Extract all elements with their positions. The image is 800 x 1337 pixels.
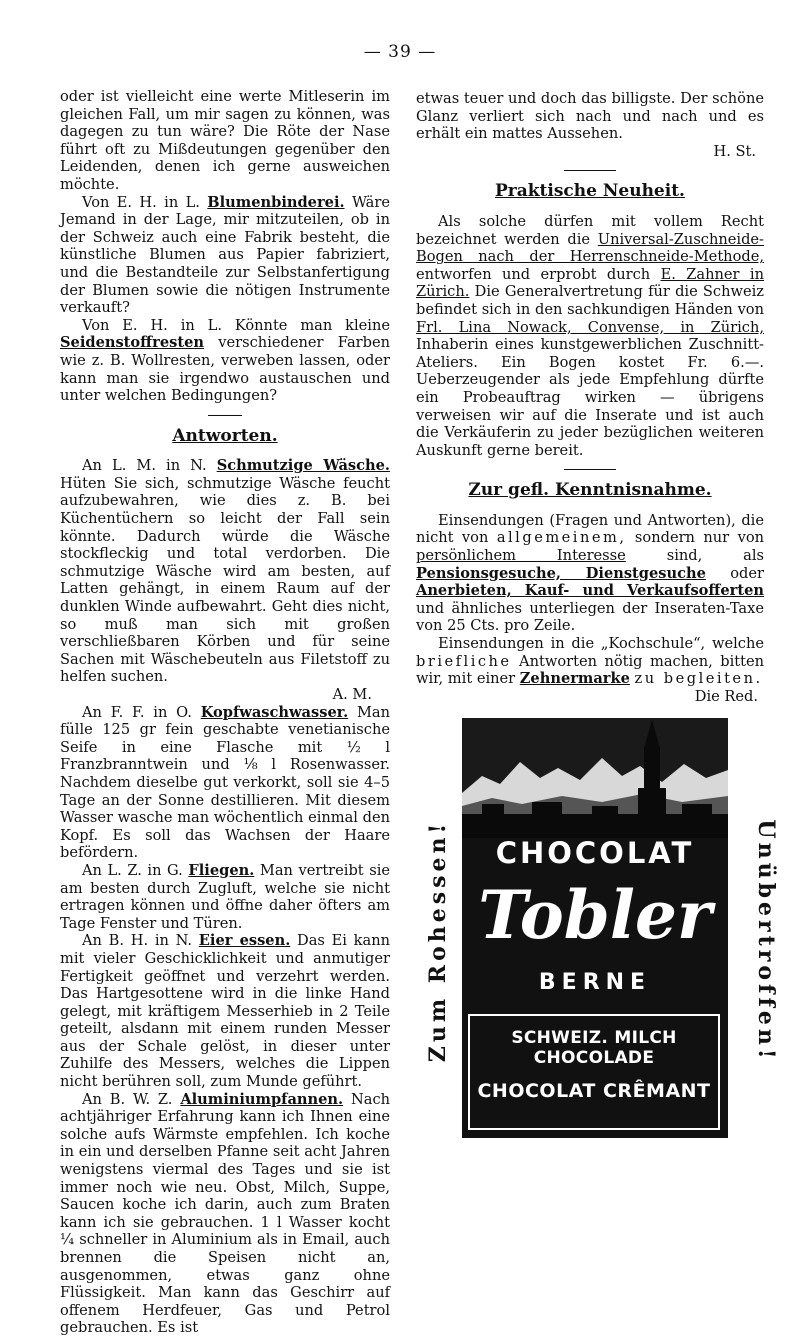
question-keyword: Blumenbinderei. <box>207 193 345 211</box>
answer-signature: A. M. <box>332 686 372 703</box>
answer-aluminiumpfannen <box>60 1091 390 1337</box>
highlight-span: persönlichem Interesse <box>416 547 626 565</box>
answer-continuation: etwas teuer und doch das billigste. Der schöne Glanz verliert sich nach und nach und es erhält ein mattes Aussehen. <box>416 90 764 143</box>
question-sender: Von E. H. in L. <box>82 193 200 211</box>
answer-keyword: Fliegen. <box>188 861 255 879</box>
ad-chocolat: CHOCOLAT <box>495 836 695 870</box>
answer-keyword: Aluminiumpfannen. <box>180 1090 344 1108</box>
right-column <box>416 90 764 705</box>
ad-product-box <box>468 1014 720 1130</box>
ad-right-slogan: Unübertroffen! <box>753 819 779 1063</box>
highlight-span: E. Zahner in Zürich. <box>416 265 764 301</box>
answer-text: Man fülle 125 gr fein geschabte venetianische Seife in eine Flasche mit ½ l Franzbranntwein und ⅛ l Rosenwasser. Nachdem dieselbe gut verkorkt, soll sie 4–5 Tage an der Sonne destillieren. Mit diesem Wasser wasche man wöchentlich einmal den Kopf. Es soll das Wachsen der Haare befördern. <box>60 703 391 862</box>
answer-kopfwaschwasser <box>60 704 390 862</box>
question-continuation: oder ist vielleicht eine werte Mitleserin im gleichen Fall, um mir sagen zu können, was dagegen zu tun wäre? Die Röte der Nase führt oft zu Mißdeutungen gegenüber den Leidenden, denen ich gerne ausweichen möchte. <box>60 88 390 193</box>
ad-left-slogan: Zum Rohessen! <box>425 819 451 1063</box>
answer-recipient: An B. H. in N. <box>82 932 193 950</box>
text-span: oder <box>730 564 764 582</box>
praktische-neuheit-heading: Praktische Neuheit. <box>495 181 685 202</box>
answer-recipient: An B. W. Z. <box>82 1090 173 1108</box>
answer-fliegen <box>60 862 390 932</box>
ad-city: BERNE <box>538 970 652 995</box>
answer-recipient: An L. Z. in G. <box>82 861 183 879</box>
left-column <box>60 88 390 1337</box>
answer-keyword: Schmutzige Wäsche. <box>216 457 390 475</box>
question-seidenstoffresten <box>60 317 390 405</box>
text-span: und ähnliches unterliegen der Inseraten-Taxe von 25 Cts. pro Zeile. <box>416 599 764 635</box>
highlight-span: Anerbieten, Kauf- und Verkaufsofferten <box>416 582 764 600</box>
answers-heading: Antworten. <box>172 425 278 446</box>
ad-brand-logo: Tobler <box>478 876 712 954</box>
kenntnisnahme-heading: Zur gefl. Kenntnisnahme. <box>468 480 712 501</box>
question-text: Wäre Jemand in der Lage, mir mitzuteilen, ob in der Schweiz auch eine Fabrik besteht, die künstliche Blumen aus Papier fabriziert, und die Bestandteile zur Selbstanfertigung der Blumen sowie die nötigen Instrumente verkauft? <box>60 193 390 317</box>
text-span: Einsendungen in die „Kochschule“, welche <box>438 635 764 653</box>
text-span: entworfen und erprobt durch <box>416 265 651 283</box>
ad-panel <box>462 718 728 1138</box>
text-span: sondern nur von <box>634 529 765 547</box>
highlight-span: Universal-Zuschneide-Bogen nach der Herrenschneide-Methode, <box>416 230 764 266</box>
text-span: sind, als <box>666 547 765 565</box>
spaced-span: zu begleiten. <box>634 670 763 688</box>
mountain-city-illustration <box>462 718 728 838</box>
section-divider <box>564 170 616 171</box>
answer-keyword: Kopfwaschwasser. <box>200 703 349 721</box>
text-span: Einsendungen (Fragen und Antworten), die nicht von <box>416 511 764 547</box>
ad-product-line-1: SCHWEIZ. MILCH CHOCOLADE <box>511 1028 677 1068</box>
answer-recipient: An L. M. in N. <box>82 457 207 475</box>
highlight-span: Frl. Lina Nowack, Convense, in Zürich, <box>416 318 764 336</box>
answer-eier-essen <box>60 932 390 1090</box>
page-number: — 39 — <box>363 42 437 62</box>
text-span: Inhaberin eines kunstgewerblichen Zuschnitt-Ateliers. Ein Bogen kostet Fr. 6.—. Ueberzeugender als jede Empfehlung dürfte ein Probeauftrag wirken — übrigens verweisen wir auf die Inserate und ist auch die Verkäuferin zu jeder bezüglichen weiteren Auskunft gerne bereit. <box>416 336 764 459</box>
answer-text: Hüten Sie sich, schmutzige Wäsche feucht aufzubewahren, wie dies z. B. bei Küchentüchern so leicht der Fall sein könnte. Dadurch würde die Wäsche stockfleckig und total verdorben. Die schmutzige Wäsche wird am besten, auf Latten gehängt, in einem Raum auf der dunklen Winde aufbewahrt. Geht dies nicht, so muß man sich mit großen verschließbaren Körben und für seine Sachen mit Wäschebeuteln aus Filetstoff zu helfen suchen. <box>60 474 390 686</box>
section-divider <box>564 469 616 470</box>
answer-keyword: Eier essen. <box>198 932 291 950</box>
answer-schmutzige-waesche <box>60 457 390 686</box>
tobler-advertisement <box>420 718 779 1158</box>
highlight-span: Zehnermarke <box>519 670 630 688</box>
kochschule-text <box>416 635 764 688</box>
answer-text: Das Ei kann mit vieler Geschicklichkeit und anmutiger Fertigkeit geöffnet und verzehrt werden. Das Hartgesottene wird in die linke Hand gelegt, mit kräftigem Messerhieb in 2 Teile geteilt, alsdann mit einem runden Messer aus der Schale gelöst, in dieser unter Zuhilfe des Messers, welches die Lippen nicht berühren soll, zum Munde geführt. <box>60 932 390 1091</box>
question-sender: Von E. H. in L. Könnte man kleine <box>82 316 390 334</box>
text-span: Als solche dürfen mit vollem Recht bezeichnet werden die <box>416 212 764 248</box>
ad-product-line-2: CHOCOLAT CRÊMANT <box>477 1080 711 1102</box>
spaced-span: allgemeinem, <box>496 529 627 547</box>
question-keyword: Seidenstoffresten <box>60 334 204 352</box>
text-span: Antworten nötig machen, bitten wir, mit einer <box>416 652 765 688</box>
answer-text: Man vertreibt sie am besten durch Zugluft, welche sie nicht ertragen können und öffne daher öfters am Tage Fenster und Türen. <box>60 861 391 932</box>
kenntnisnahme-text <box>416 512 764 635</box>
answer-recipient: An F. F. in O. <box>82 703 192 721</box>
editor-signature: Die Red. <box>694 687 758 705</box>
answer-text: Nach achtjähriger Erfahrung kann ich Ihnen eine solche aufs Wärmste empfehlen. Ich koche in ein und derselben Pfanne seit acht Jahren wenigstens viermal des Tages und sie ist immer noch wie neu. Obst, Milch, Suppe, Saucen koche ich darin, auch zum Braten kann ich sie gebrauchen. 1 l Wasser kocht ¼ schneller in Aluminium als in Email, auch brennen die Speisen nicht an, ausgenommen, etwas ganz ohne Flüssigkeit. Man kann das Geschirr auf offenem Herdfeuer, Gas und Petrol gebrauchen. Es ist <box>60 1090 391 1337</box>
spaced-span: briefliche <box>416 652 512 670</box>
question-blumenbinderei <box>60 194 390 317</box>
highlight-span: Pensionsgesuche, Dienstgesuche <box>416 564 706 582</box>
praktische-neuheit-text <box>416 213 764 459</box>
question-text: verschiedener Farben wie z. B. Wollresten, verweben lassen, oder kann man sie irgendwo austauschen und unter welchen Bedingungen? <box>60 334 390 405</box>
text-span: Die Generalvertretung für die Schweiz befindet sich in den sachkundigen Händen von <box>416 283 764 318</box>
section-divider <box>208 415 242 416</box>
answer-signature: H. St. <box>713 142 756 160</box>
